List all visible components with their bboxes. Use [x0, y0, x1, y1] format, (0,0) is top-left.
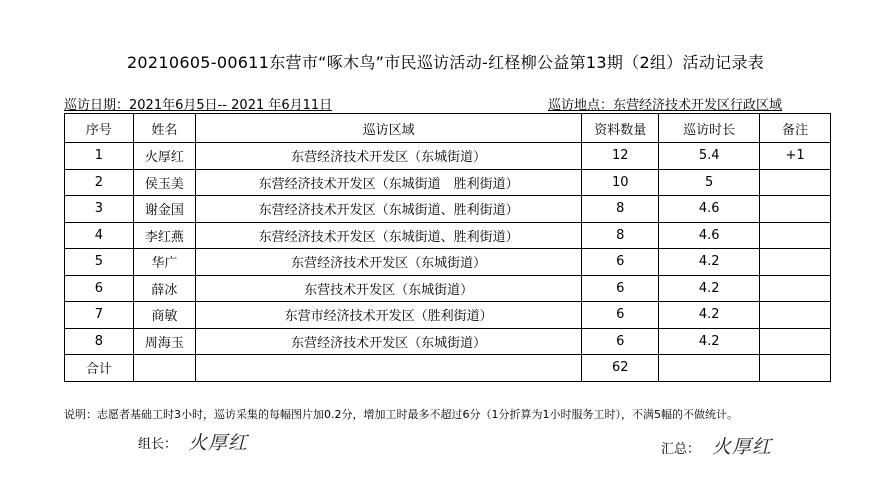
visit-date-label: 巡访日期：	[64, 98, 130, 113]
header-name: 姓名	[133, 114, 195, 143]
cell-remark	[760, 249, 831, 276]
table-row	[65, 196, 831, 223]
cell-hours: 4.6	[659, 196, 760, 223]
cell-area: 东营经济技术开发区（东城街道）	[195, 249, 582, 276]
cell-area: 东营经济技术开发区（东城街道、胜利街道）	[195, 222, 582, 249]
cell-name: 商敏	[133, 302, 195, 329]
cell-name: 李红燕	[133, 222, 195, 249]
table-total-row	[65, 355, 831, 382]
cell-count: 6	[582, 328, 659, 355]
total-empty-cell	[659, 355, 760, 382]
document-title: 20210605-00611东营市“啄木鸟”市民巡访活动-红柽柳公益第13期（2组）活动记录表	[126, 53, 765, 72]
cell-hours: 4.2	[659, 302, 760, 329]
cell-remark	[760, 302, 831, 329]
visit-place	[548, 94, 782, 113]
cell-remark	[760, 328, 831, 355]
cell-name: 华广	[133, 249, 195, 276]
cell-count: 6	[582, 275, 659, 302]
leader-signature: 火厚红	[188, 432, 249, 454]
total-count: 62	[582, 355, 659, 382]
cell-no: 6	[65, 275, 134, 302]
cell-remark: +1	[760, 143, 831, 170]
record-table	[64, 113, 831, 382]
cell-area: 东营经济技术开发区（东城街道）	[195, 328, 582, 355]
cell-name: 谢金国	[133, 196, 195, 223]
cell-no: 8	[65, 328, 134, 355]
table-row	[65, 222, 831, 249]
leader-label: 组长：	[138, 437, 178, 452]
total-empty-cell	[760, 355, 831, 382]
cell-no: 4	[65, 222, 134, 249]
cell-name: 周海玉	[133, 328, 195, 355]
cell-no: 1	[65, 143, 134, 170]
cell-count: 8	[582, 222, 659, 249]
cell-name: 薛冰	[133, 275, 195, 302]
cell-hours: 5	[659, 169, 760, 196]
cell-hours: 4.6	[659, 222, 760, 249]
explanation-note: 说明：志愿者基础工时3小时，巡访采集的每幅图片加0.2分，增加工时最多不超过6分（1分折算为1小时服务工时），不满5幅的不做统计。	[64, 408, 738, 421]
visit-date	[64, 94, 332, 113]
cell-count: 8	[582, 196, 659, 223]
total-empty-cell	[133, 355, 195, 382]
visit-date-value: 2021年6月5日-- 2021 年6月11日	[129, 98, 333, 113]
visit-place-label: 巡访地点：	[548, 98, 614, 113]
cell-count: 6	[582, 249, 659, 276]
cell-count: 10	[582, 169, 659, 196]
table-row	[65, 143, 831, 170]
cell-area: 东营经济技术开发区（东城街道）	[195, 143, 582, 170]
cell-remark	[760, 222, 831, 249]
cell-hours: 4.2	[659, 275, 760, 302]
header-no: 序号	[65, 114, 134, 143]
summary-signature: 火厚红	[712, 436, 773, 458]
cell-hours: 4.2	[659, 249, 760, 276]
table-row	[65, 328, 831, 355]
cell-area: 东营经济技术开发区（东城街道 胜利街道）	[195, 169, 582, 196]
cell-name: 侯玉美	[133, 169, 195, 196]
cell-area: 东营经济技术开发区（东城街道、胜利街道）	[195, 196, 582, 223]
summary-label: 汇总：	[661, 442, 701, 457]
cell-remark	[760, 169, 831, 196]
cell-remark	[760, 275, 831, 302]
cell-area: 东营技术开发区（东城街道）	[195, 275, 582, 302]
cell-hours: 4.2	[659, 328, 760, 355]
table-row	[65, 302, 831, 329]
table-row	[65, 275, 831, 302]
table-row	[65, 249, 831, 276]
cell-count: 12	[582, 143, 659, 170]
cell-name: 火厚红	[133, 143, 195, 170]
table-header-row	[65, 114, 831, 143]
cell-no: 7	[65, 302, 134, 329]
cell-count: 6	[582, 302, 659, 329]
total-label: 合计	[65, 355, 134, 382]
visit-place-value: 东营经济技术开发区行政区域	[613, 98, 783, 113]
cell-no: 3	[65, 196, 134, 223]
header-count: 资料数量	[582, 114, 659, 143]
total-empty-cell	[195, 355, 582, 382]
cell-remark	[760, 196, 831, 223]
cell-no: 2	[65, 169, 134, 196]
cell-hours: 5.4	[659, 143, 760, 170]
table-row	[65, 169, 831, 196]
cell-no: 5	[65, 249, 134, 276]
header-area: 巡访区域	[195, 114, 582, 143]
header-hours: 巡访时长	[659, 114, 760, 143]
header-remark: 备注	[760, 114, 831, 143]
cell-area: 东营市经济技术开发区（胜利街道）	[195, 302, 582, 329]
